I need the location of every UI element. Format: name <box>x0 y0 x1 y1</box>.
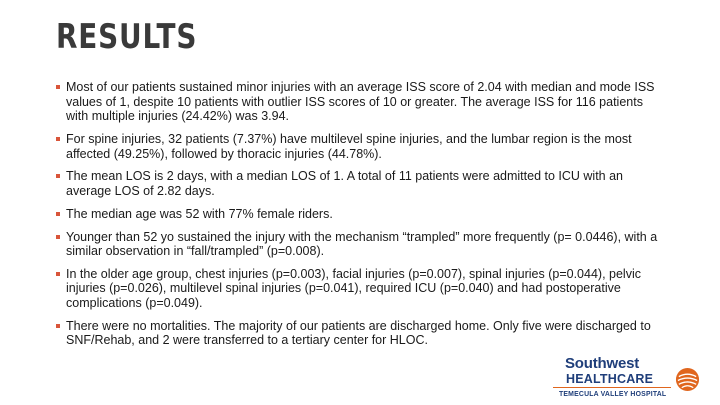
bullet-item <box>56 207 668 222</box>
bullet-square-icon <box>56 235 60 239</box>
bullet-item <box>56 80 668 124</box>
bullet-text: Younger than 52 yo sustained the injury with the mechanism “trampled” more frequently (p= 0.0446), with a similar observation in “fall/trampled” (p=0.008). <box>66 229 658 259</box>
bullet-item <box>56 169 668 198</box>
bullet-square-icon <box>56 137 60 141</box>
logo-brand-text: Southwest <box>565 355 640 372</box>
bullet-list <box>56 80 668 356</box>
bullet-text: The mean LOS is 2 days, with a median LOS of 1. A total of 11 patients were admitted to ICU with an average LOS of 2.82 days. <box>66 169 624 198</box>
bullet-square-icon <box>56 174 60 178</box>
bullet-item <box>56 132 668 161</box>
bullet-text: The median age was 52 with 77% female riders. <box>66 206 333 221</box>
bullet-square-icon <box>56 212 60 216</box>
bullet-item <box>56 230 668 259</box>
logo-subbrand-text: HEALTHCARE <box>566 372 654 386</box>
bullet-item <box>56 319 668 348</box>
bullet-square-icon <box>56 272 60 276</box>
slide-title: RESULTS <box>56 17 198 57</box>
bullet-text: Most of our patients sustained minor injuries with an average ISS score of 2.04 with median and mode ISS values of 1, despite 10 patients with outlier ISS scores of 10 or greater. The average ISS for 116 patients with multiple injuries (24.42%) was 3.94. <box>66 80 655 124</box>
bullet-text: For spine injuries, 32 patients (7.37%) have multilevel spine injuries, and the lumbar region is the most affected (49.25%), followed by thoracic injuries (44.78%). <box>66 131 632 161</box>
bullet-text: There were no mortalities. The majority of our patients are discharged home. Only five were discharged to SNF/Rehab, and 2 were transferred to a tertiary center for HLOC. <box>66 318 651 348</box>
logo-divider <box>553 387 671 388</box>
globe-emblem-icon <box>675 367 700 392</box>
bullet-square-icon <box>56 85 60 89</box>
hospital-logo <box>553 356 703 402</box>
bullet-item <box>56 267 668 311</box>
bullet-square-icon <box>56 324 60 328</box>
bullet-text: In the older age group, chest injuries (p=0.003), facial injuries (p=0.007), spinal injuries (p=0.044), pelvic injuries (p=0.026), multilevel spinal injuries (p=0.041), required ICU (p=0.040) and had postoperative complications (p=0.049). <box>66 266 641 311</box>
logo-location-text: TEMECULA VALLEY HOSPITAL <box>559 389 667 398</box>
